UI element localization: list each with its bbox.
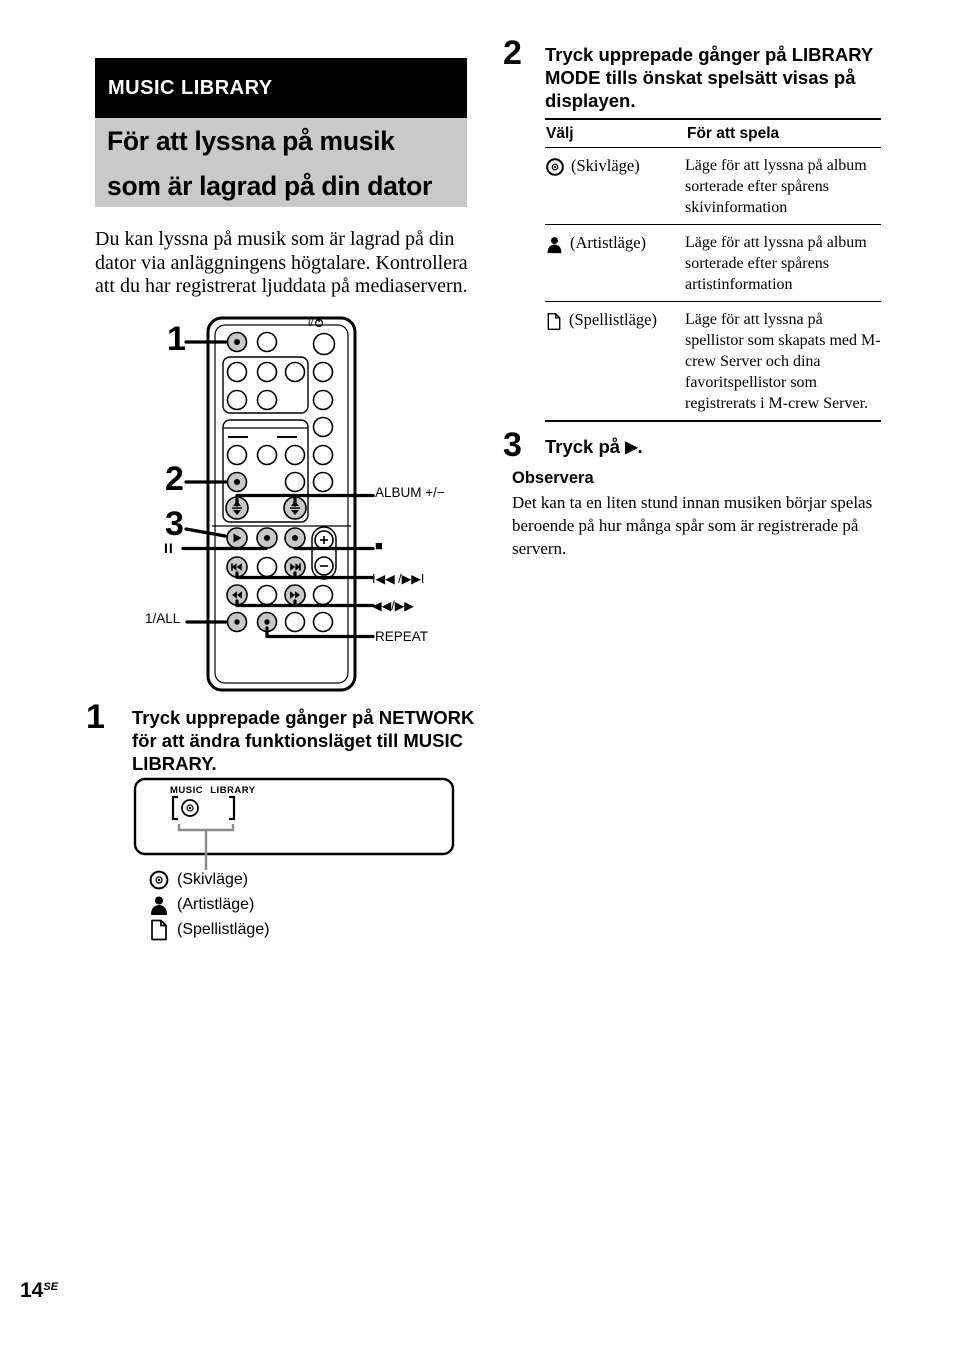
playlist-icon <box>545 311 563 332</box>
page-title-line: som är lagrad på din dator <box>107 171 432 201</box>
note-text: Det kan ta en liten stund innan musiken börjar spelas beroende på hur många spår som är registrerade på servern. <box>512 493 873 558</box>
mode-description: Läge för att lyssna på album sorterade efter spårens skivinformation <box>685 157 867 216</box>
rew-ff-button-label: ◀◀/▶▶ <box>372 599 414 613</box>
pause-button-label: II <box>164 540 174 556</box>
mode-table <box>545 118 881 422</box>
mode-label: (Skivläge) <box>571 156 640 175</box>
album-button-label: ALBUM +/− <box>375 485 445 500</box>
power-icon <box>314 317 324 328</box>
prev-next-button-label: I◀◀ /▶▶I <box>372 572 425 586</box>
legend-item-artist: (Artistläge) <box>148 892 269 917</box>
step-2-number: 2 <box>503 34 522 72</box>
remote-control-diagram <box>90 315 560 700</box>
disc-icon <box>148 869 170 891</box>
table-header-row <box>545 120 881 148</box>
page-number: $14^{SE}$ <box>20 1279 59 1302</box>
table-header-valj: Välj <box>546 125 574 142</box>
mode-label: (Spellistläge) <box>569 310 657 329</box>
intro-paragraph: Du kan lyssna på musik som är lagrad på din dator via anläggningens högtalare. Kontrollera att du har registrerat ljuddata på mediaservern. <box>95 228 468 297</box>
section-header-bar <box>95 58 467 118</box>
page-title <box>95 118 467 207</box>
step-3-number: 3 <box>503 426 522 464</box>
callout-2: 2 <box>165 460 184 498</box>
stop-button-label: ■ <box>375 538 383 553</box>
playlist-icon <box>148 919 170 941</box>
callout-1: 1 <box>167 320 186 358</box>
artist-icon <box>545 234 564 255</box>
legend-item-playlist: (Spellistläge) <box>148 917 269 942</box>
callout-3: 3 <box>165 505 184 543</box>
disc-icon <box>545 157 565 177</box>
note-heading: Observera <box>512 469 594 487</box>
step-3-text: Tryck på ▶. <box>545 436 643 457</box>
one-all-button-label: 1/ALL <box>145 611 181 626</box>
table-row <box>545 225 881 302</box>
table-row <box>545 148 881 225</box>
step-2-text: Tryck upprepade gånger på LIBRARY MODE tills önskat spelsätt visas på displayen. <box>545 44 874 111</box>
play-icon: ▶ <box>625 439 638 456</box>
page-title-line: För att lyssna på musik <box>107 126 395 156</box>
display-mode-label: MUSIC LIBRARY <box>170 785 256 796</box>
page-number-region: SE <box>43 1281 59 1293</box>
mode-description: Läge för att lyssna på album sorterade efter spårens artistinformation <box>685 234 867 293</box>
step-1-number: 1 <box>86 698 105 736</box>
mode-description: Läge för att lyssna på spellistor som skapats med M-crew Server och dina favoritspellistor som registrerats i M-crew Server. <box>685 311 881 412</box>
repeat-button-label: REPEAT <box>375 629 429 644</box>
legend-item-disc: (Skivläge) <box>148 867 269 892</box>
section-label: MUSIC LIBRARY <box>108 76 273 99</box>
step-1-text: Tryck upprepade gånger på NETWORK för att ändra funktionsläget till MUSIC LIBRARY. <box>132 707 475 774</box>
table-header-for-att-spela: För att spela <box>687 125 780 142</box>
table-row <box>545 302 881 420</box>
mode-label: (Artistläge) <box>570 233 647 252</box>
artist-icon <box>148 894 170 916</box>
mode-legend <box>148 867 269 942</box>
power-label: I/ <box>308 317 324 328</box>
